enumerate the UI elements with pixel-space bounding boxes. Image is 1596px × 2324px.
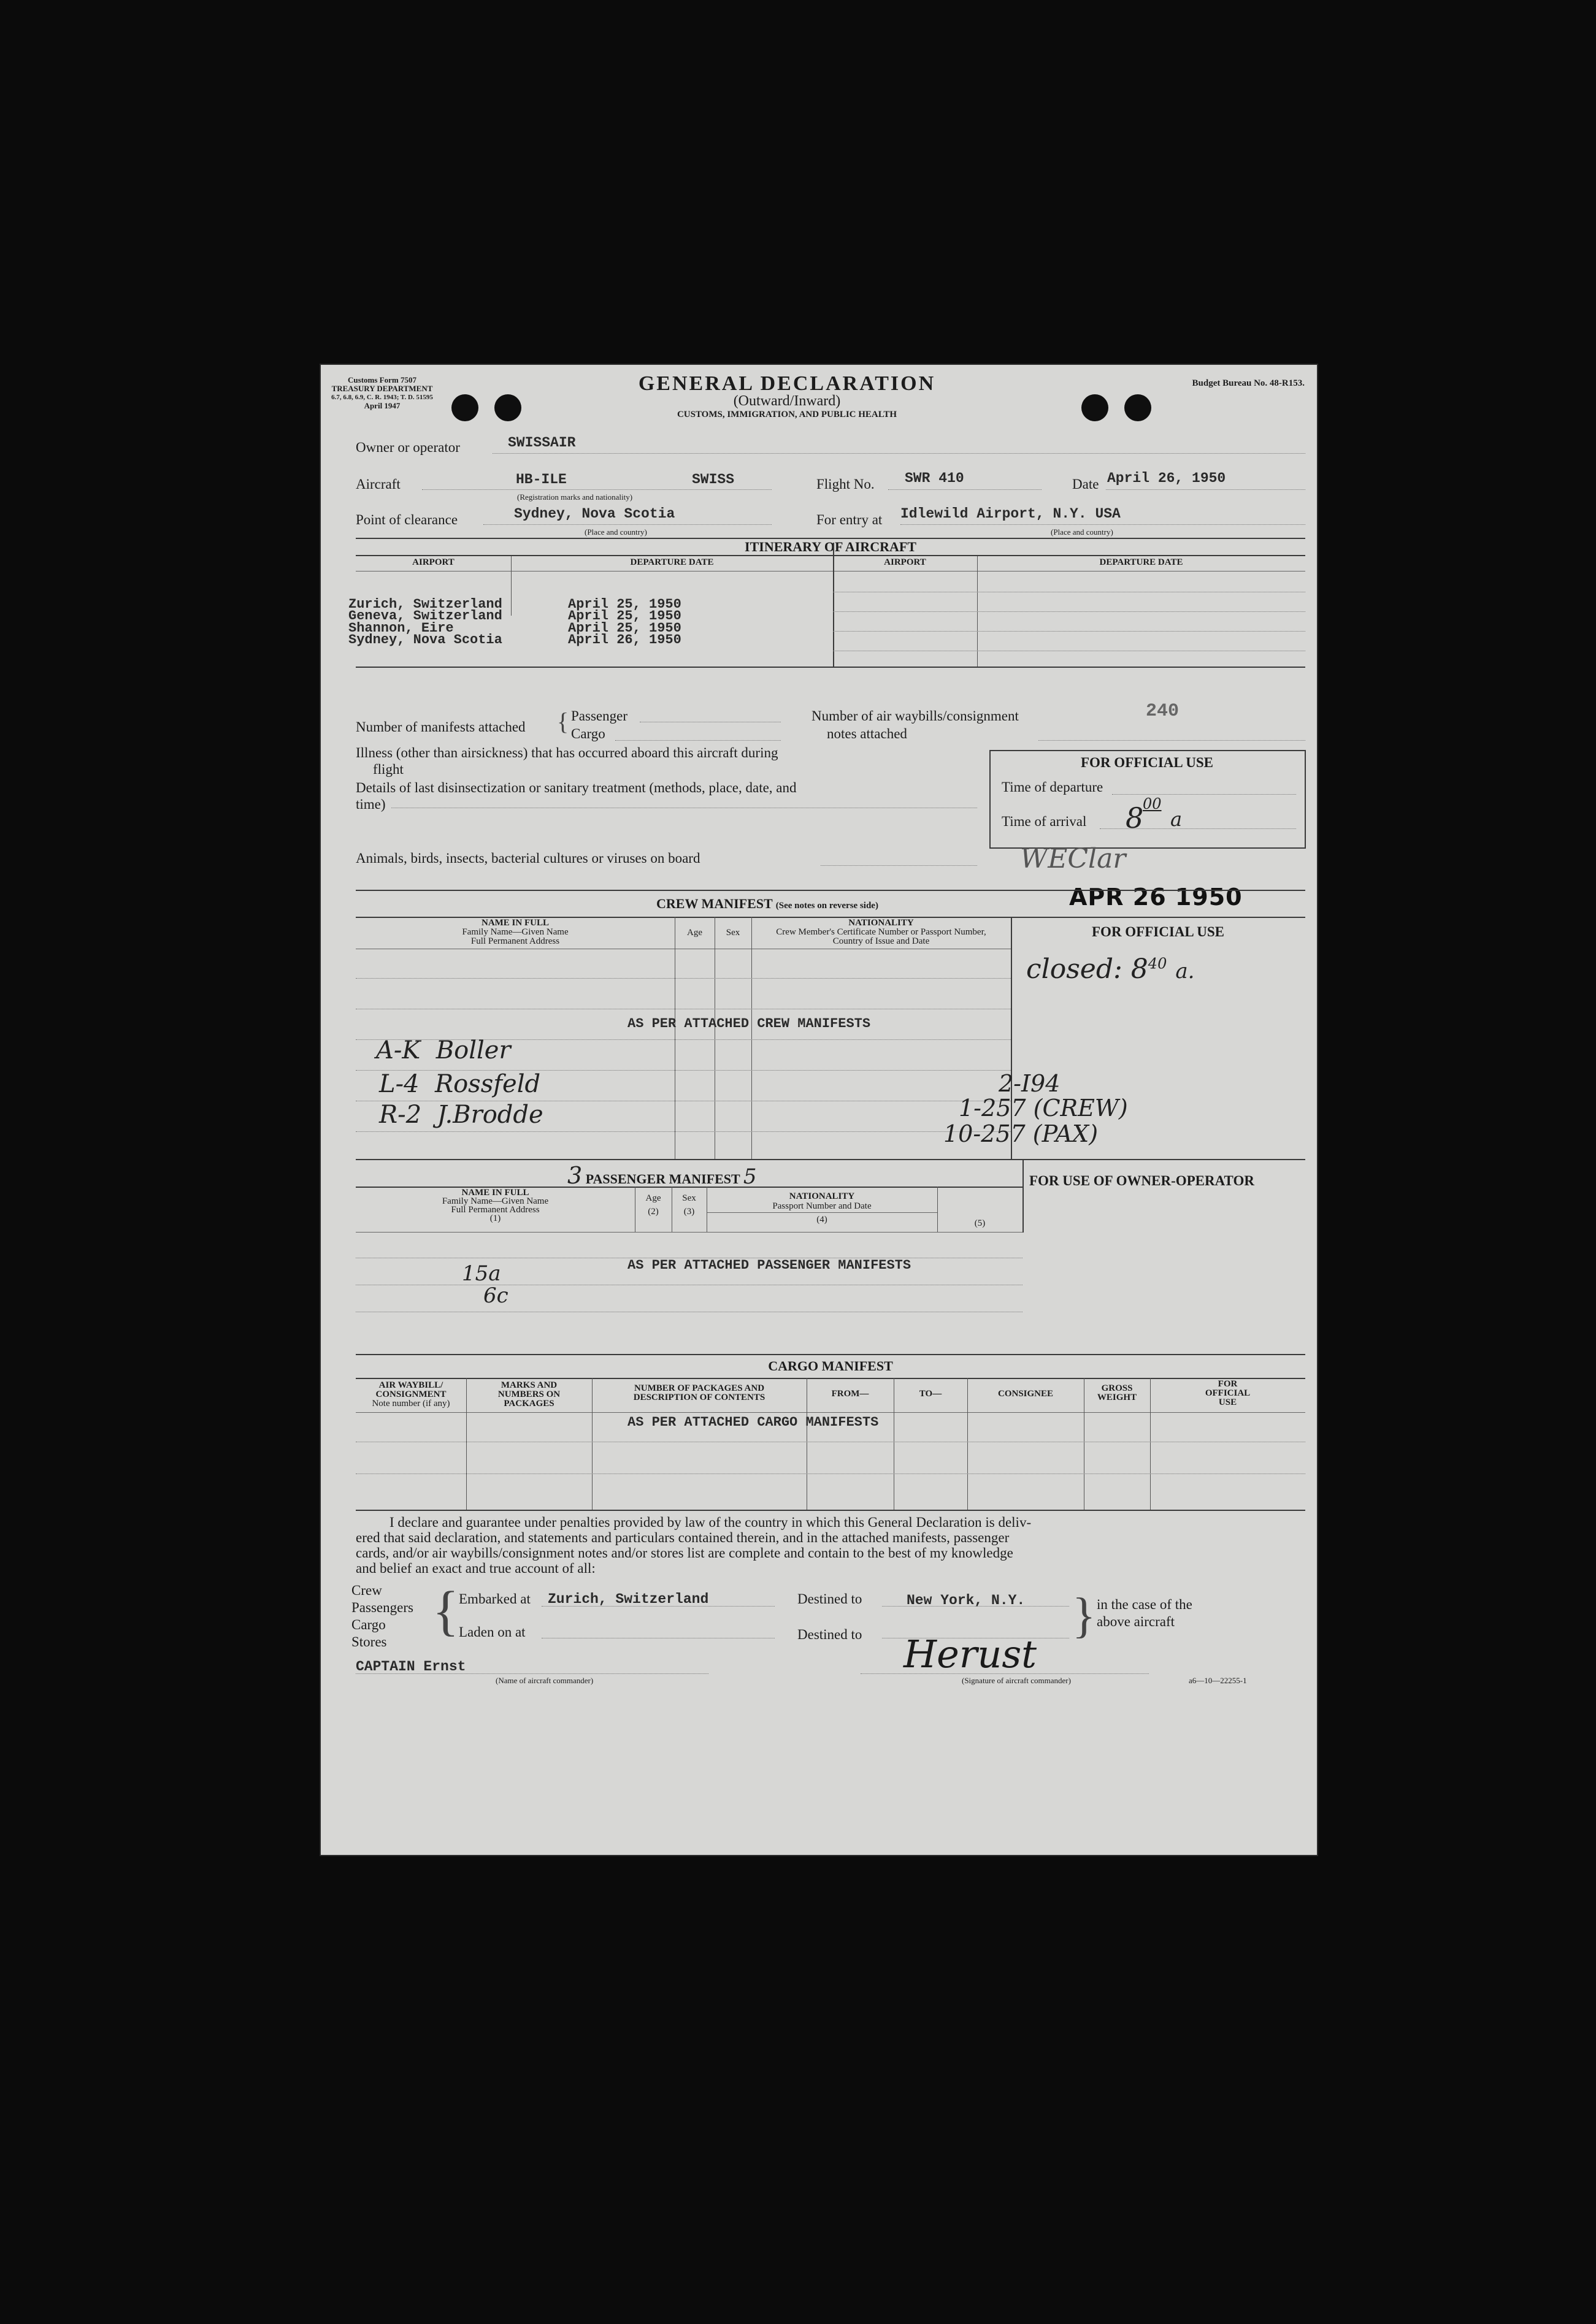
passenger-nationality-header: NATIONALITY Passport Number and Date (4) (772, 1191, 872, 1225)
form-count-3: 10-257 (PAX) (943, 1120, 1099, 1147)
regulations: 6.7, 6.8, 6.9, C. R. 1943; T. D. 51595 (331, 394, 433, 401)
itinerary-row-1-airport: Zurich, Switzerland (348, 597, 502, 612)
flight-number: SWR 410 (905, 470, 964, 486)
disinsectization-question: Details of last disinsectization or sanitary treatment (methods, place, date, and (356, 780, 797, 795)
official-use-title: FOR OFFICIAL USE (1081, 755, 1213, 770)
itinerary-row-1-date: April 25, 1950 (568, 597, 681, 612)
arrival-time-minutes: 00 (1143, 795, 1162, 812)
destined-label-2: Destined to (797, 1627, 862, 1642)
date-stamp: APR 26 1950 (1069, 884, 1243, 911)
itinerary-row-2-airport: Geneva, Switzerland (348, 608, 502, 624)
animals-question: Animals, birds, insects, bacterial cultures or viruses on board (356, 850, 700, 866)
embarked-value: Zurich, Switzerland (548, 1591, 709, 1607)
form-identification (321, 376, 443, 410)
waybills-label-2: notes attached (827, 726, 907, 741)
aircraft-caption: (Registration marks and nationality) (517, 492, 633, 502)
passenger-name-header: NAME IN FULL Family Name—Given Name Full Permanent Address (1) (442, 1188, 549, 1223)
revised-date: April 1947 (364, 401, 401, 410)
crew-hand-row-1: A-K Boller (376, 1036, 511, 1065)
declaration-text: I declare and guarantee under penalties provided by law of the country in which this General Declaration is deliv- ered that said declaration, and statements and particulars contained therein, and in the attached manifests, passenger cards, and/or air waybills/consignment notes and/or stores list are complete and contain to the best of my knowledge and belief an exact and true account of all: (356, 1515, 1032, 1576)
embarked-label: Embarked at (459, 1591, 531, 1607)
commander-name: CAPTAIN Ernst (356, 1659, 466, 1675)
passenger-hand-note-1: 15a (462, 1261, 501, 1286)
crew-official-use-title: FOR OFFICIAL USE (1092, 924, 1224, 939)
manifest-cargo-label: Cargo (571, 726, 605, 741)
print-code: a6—10—22255-1 (1189, 1676, 1247, 1685)
crew-attached-note: AS PER ATTACHED CREW MANIFESTS (627, 1016, 871, 1031)
destined-label: Destined to (797, 1591, 862, 1607)
cargo-to-header: TO— (919, 1389, 942, 1399)
itinerary-departure-header-2: DEPARTURE DATE (1099, 557, 1183, 567)
commander-signature: Herust (904, 1632, 1037, 1676)
arrival-time-hour: 8 (1126, 801, 1144, 835)
crew-sex-header: Sex (726, 928, 740, 938)
destined-value: New York, N.Y. (907, 1592, 1026, 1608)
clearance-label: Point of clearance (356, 512, 458, 527)
cargo-gross-weight-header: GROSS WEIGHT (1097, 1383, 1137, 1402)
passenger-sex-header: Sex (3) (682, 1193, 696, 1217)
aircraft-nationality: SWISS (692, 472, 735, 487)
passenger-col5-header: (5) (974, 1218, 986, 1228)
form-subtitle-2: CUSTOMS, IMMIGRATION, AND PUBLIC HEALTH (677, 410, 897, 419)
aircraft-registration: HB-ILE (516, 472, 567, 487)
signature-caption: (Signature of aircraft commander) (962, 1676, 1071, 1685)
commander-name-caption: (Name of aircraft commander) (496, 1676, 594, 1685)
manifests-label: Number of manifests attached (356, 719, 526, 735)
crew-hand-row-3: R-2 J.Brodde (379, 1101, 543, 1129)
owner-value: SWISSAIR (508, 435, 576, 451)
cargo-manifest-title: CARGO MANIFEST (768, 1358, 893, 1374)
passenger-manifest-title: 3 PASSENGER MANIFEST 5 (567, 1162, 757, 1189)
aircraft-label: Aircraft (356, 476, 401, 492)
form-count-1: 2-I94 (999, 1070, 1061, 1097)
crew-name-header: NAME IN FULL Family Name—Given Name Full Permanent Address (462, 918, 569, 946)
punch-hole (1124, 394, 1151, 421)
case-note: in the case of the above aircraft (1097, 1597, 1192, 1629)
declaration-items: Crew Passengers Cargo Stores (351, 1583, 413, 1649)
itinerary-title: ITINERARY OF AIRCRAFT (745, 539, 916, 554)
crew-hand-row-2: L-4 Rossfeld (379, 1070, 541, 1098)
itinerary-airport-header: AIRPORT (412, 557, 455, 567)
clearance-value: Sydney, Nova Scotia (514, 506, 675, 522)
punch-hole (451, 394, 478, 421)
waybills-value: 240 (1146, 701, 1180, 722)
form-number: Customs Form 7507 (348, 375, 416, 384)
entry-value: Idlewild Airport, N.Y. USA (900, 506, 1121, 522)
cargo-official-use-header: FOR OFFICIAL USE (1205, 1379, 1251, 1407)
officer-initials: WEClar (1020, 843, 1126, 874)
cargo-waybill-header: AIR WAYBILL/ CONSIGNMENT Note number (if any) (372, 1380, 450, 1409)
general-declaration-form: Customs Form 7507 TREASURY DEPARTMENT 6.7, 6.8, 6.9, C. R. 1943; T. D. 51595 April 1947 GENERAL DECLARATION (Outward/Inward) CUSTOMS, IMMIGRATION, AND PUBLIC HEALTH Budget Bureau No. 48-R153. Owner or operator SWISSAIR Aircraft HB-ILE SWISS (Registration marks and nationality) Flight No. SWR 410 Date April 26, 1950 Point of clearance Sydney, Nova Scotia (Place and country) For entry at Idlewild Airport, N.Y. USA (Place and country) ITINERARY OF AIRCRAFT AIRPORT DEPARTURE DATE AIRPORT DEPARTURE DATE Zurich, Switzerland April 25, 1950 Geneva, Switzerland April 25, 1950 Shannon, Eire April 25, 1950 Sydney, Nova Scotia April 26, 1950 Number of manifests attached { Passenger Cargo Number of air waybills/consignment notes attached 240 Illness (other than airsickness) that has occurred aboard this aircraft during flight Details of last disinsectization or sanitary treatment (methods, place, date, and time) Animals, birds, insects, bacterial cultures or viruses on board FOR OFFICIAL USE Time of departure Time of arrival 8 00 a WEClar APR 26 1950 CREW MANIFEST (See notes on reverse side) NAME IN FULL Family Name—Given Name Full Permanent Address Age Sex NATIONALITY Crew Member's Certificate Number or Passport Number, Country of Issue and Date FOR OFFICIAL USE closed: $8^{40}$ a. AS PER ATTACHED CREW MANIFESTS A-K Boller L-4 Rossfeld R-2 J.Brodde 2-I94 1-257 (CREW) 10-257 (PAX) 3 PASSENGER MANIFEST 5 NAME IN FULL Family Name—Given Name Full Permanent Address (1) Age (2) Sex (3) NATIONALITY Passport Number and Date (4) (5) FOR USE OF OWNER-OPERATOR AS PER ATTACHED PASSENGER MANIFESTS 15a 6c CARGO MANIFEST AIR WAYBILL/ CONSIGNMENT Note number (if any) MARKS AND NUMBERS ON PACKAGES NUMBER OF PACKAGES AND DESCRIPTION OF CONTENTS FROM— TO— CONSIGNEE GROSS WEIGHT FOR OFFICIAL USE AS PER ATTACHED CARGO MANIFESTS I declare and guarantee under penalties provided by law of the country in which this General Declaration is deliv- ered that said declaration, and statements and particulars contained therein, and in the attached manifests, passenger cards, and/or air waybills/consignment notes and/or stores list are complete and contain to the best of my knowledge and belief an exact and true account of all: Crew Passengers Cargo Stores { Embarked at Zurich, Switzerland Destined to New York, N.Y. Laden on at Destined to } in the case of the above aircraft CAPTAIN Ernst (Name of aircraft commander) Herust (Signature of aircraft commander) a6—10—22255-1 (321, 365, 1317, 1855)
passenger-hand-note-2: 6c (483, 1283, 508, 1308)
clearance-caption: (Place and country) (585, 527, 647, 537)
owner-operator-title: FOR USE OF OWNER-OPERATOR (1029, 1173, 1254, 1188)
flight-label: Flight No. (816, 476, 875, 492)
owner-label: Owner or operator (356, 440, 460, 455)
form-header (597, 372, 977, 420)
crew-age-header: Age (687, 928, 702, 938)
punch-hole (494, 394, 521, 421)
form-count-2: 1-257 (CREW) (959, 1095, 1128, 1122)
itinerary-row-3-airport: Shannon, Eire (348, 621, 454, 636)
passenger-age-header: Age (2) (645, 1193, 661, 1217)
itinerary-departure-header: DEPARTURE DATE (630, 557, 714, 567)
cargo-attached-note: AS PER ATTACHED CARGO MANIFESTS (627, 1415, 879, 1430)
itinerary-row-3-date: April 25, 1950 (568, 621, 681, 636)
form-subtitle: (Outward/Inward) (733, 393, 841, 409)
arrival-time-ampm: a (1170, 808, 1183, 831)
entry-caption: (Place and country) (1051, 527, 1113, 537)
disinsectization-question-cont: time) (356, 797, 386, 812)
itinerary-row-4-airport: Sydney, Nova Scotia (348, 632, 502, 648)
department: TREASURY DEPARTMENT (331, 384, 433, 393)
departure-time-label: Time of departure (1002, 779, 1103, 795)
itinerary-row-2-date: April 25, 1950 (568, 608, 681, 624)
closed-time-note: closed: $8^{40}$ a. (1026, 954, 1195, 985)
date-label: Date (1072, 476, 1099, 492)
cargo-consignee-header: CONSIGNEE (997, 1389, 1054, 1399)
form-title: GENERAL DECLARATION (638, 372, 936, 395)
entry-label: For entry at (816, 512, 883, 527)
budget-bureau-number: Budget Bureau No. 48-R153. (1192, 378, 1305, 388)
illness-question: Illness (other than airsickness) that has occurred aboard this aircraft during (356, 745, 778, 760)
waybills-label: Number of air waybills/consignment (811, 708, 1019, 724)
arrival-time-label: Time of arrival (1002, 814, 1087, 829)
date-value: April 26, 1950 (1107, 470, 1226, 486)
punch-hole (1081, 394, 1108, 421)
laden-label: Laden on at (459, 1624, 526, 1640)
itinerary-row-4-date: April 26, 1950 (568, 632, 681, 648)
cargo-marks-header: MARKS AND NUMBERS ON PACKAGES (497, 1380, 561, 1409)
manifest-passenger-label: Passenger (571, 708, 627, 724)
crew-manifest-title: CREW MANIFEST (See notes on reverse side) (656, 896, 878, 911)
illness-question-cont: flight (373, 762, 404, 777)
crew-nationality-header: NATIONALITY Crew Member's Certificate Number or Passport Number, Country of Issue and Date (776, 918, 986, 946)
itinerary-airport-header-2: AIRPORT (884, 557, 926, 567)
cargo-number-header: NUMBER OF PACKAGES AND DESCRIPTION OF CONTENTS (633, 1383, 765, 1402)
cargo-from-header: FROM— (831, 1389, 869, 1399)
passenger-attached-note: AS PER ATTACHED PASSENGER MANIFESTS (627, 1258, 911, 1273)
